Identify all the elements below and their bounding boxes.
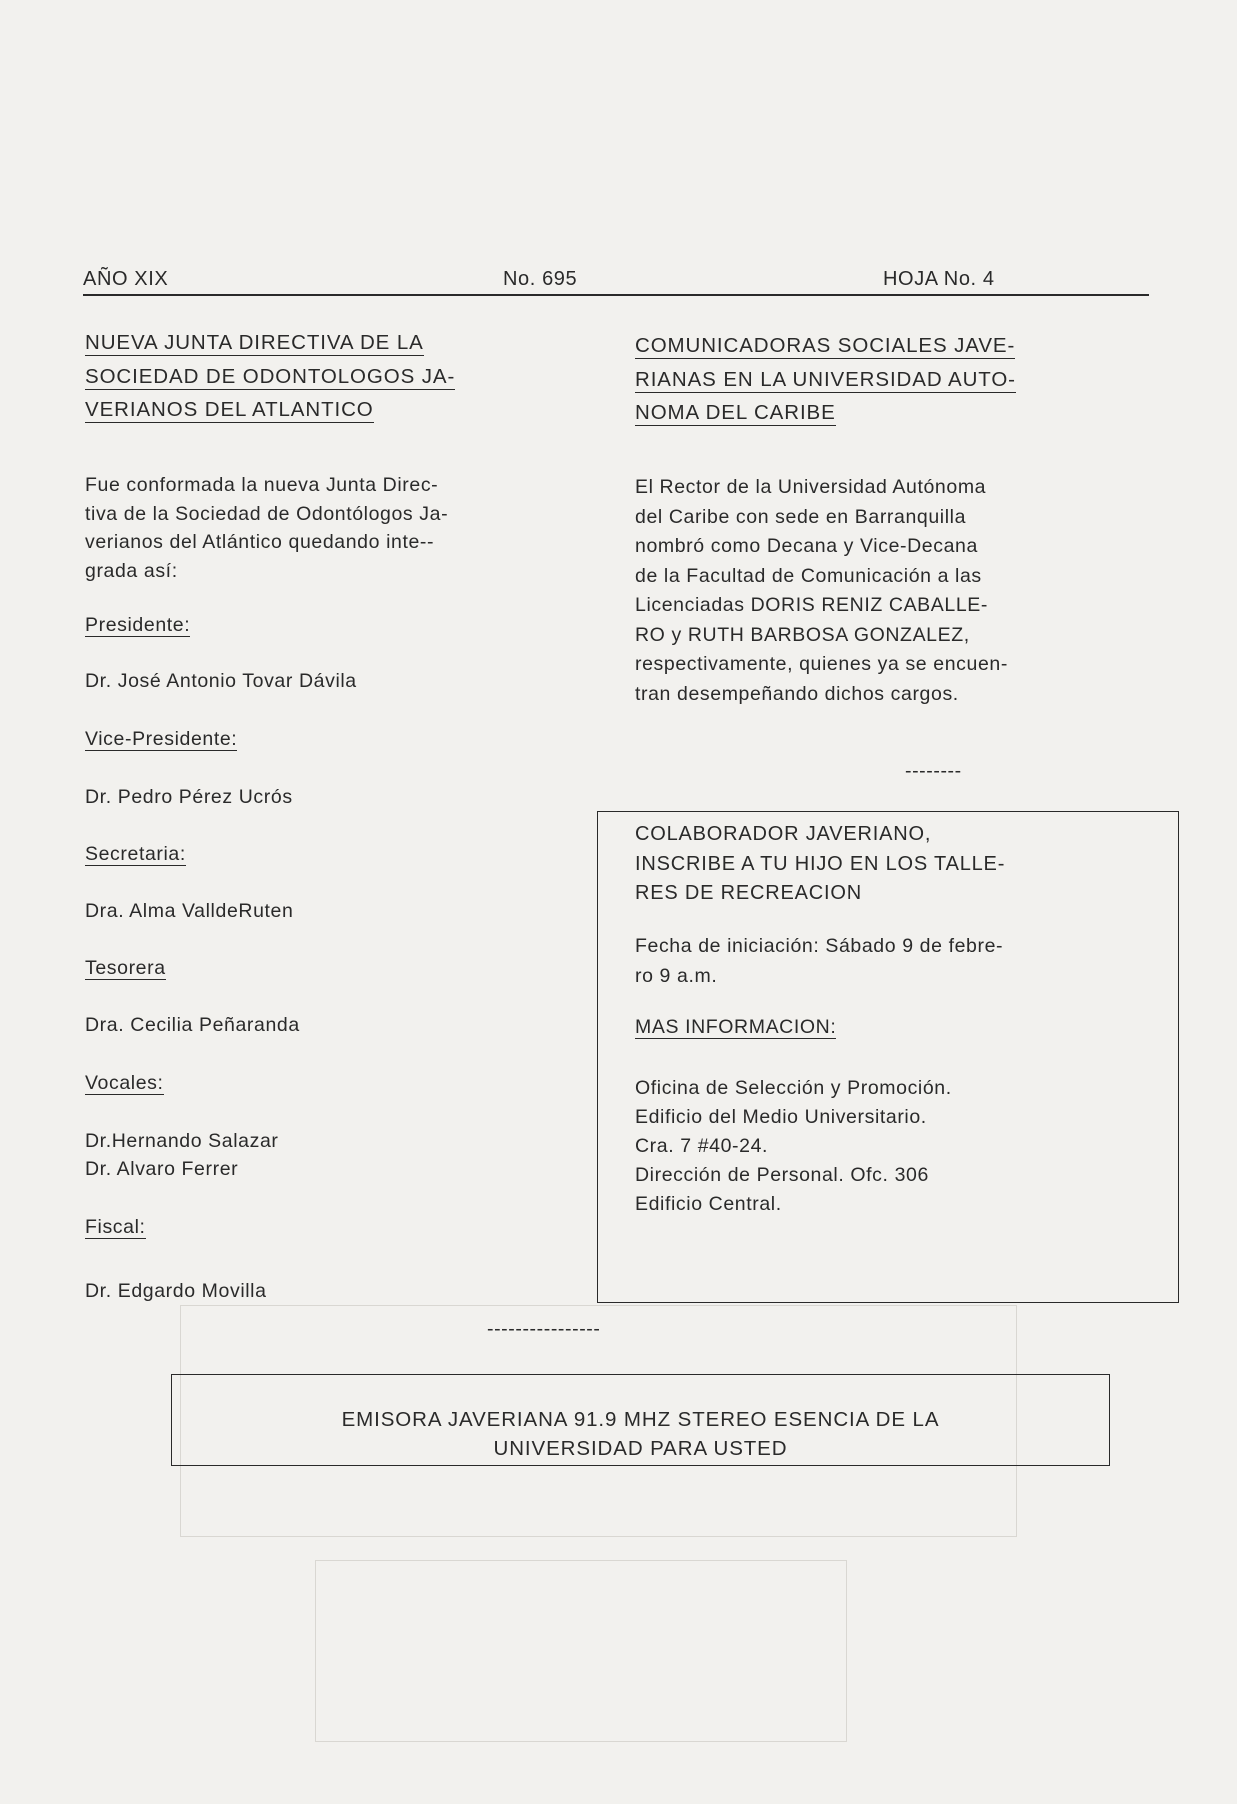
treasurer-label: Tesorera	[85, 957, 166, 979]
body-line: de la Facultad de Comunicación a las	[635, 564, 982, 587]
notice-title-line: RES DE RECREACION	[635, 882, 862, 904]
left-article-title	[85, 328, 455, 429]
workshop-notice-box	[597, 811, 1179, 1303]
notice-start-date	[635, 932, 1003, 991]
radio-banner-text	[172, 1405, 1109, 1463]
contact-line: Oficina de Selección y Promoción.	[635, 1077, 952, 1099]
vocales-label: Vocales:	[85, 1072, 164, 1094]
show-through-box-2	[315, 1560, 847, 1742]
left-title-line: SOCIEDAD DE ODONTOLOGOS JA-	[85, 364, 456, 388]
right-article-title	[635, 331, 1016, 432]
header-year: AÑO XIX	[83, 268, 169, 290]
contact-line: Edificio Central.	[635, 1193, 782, 1215]
contact-line: Cra. 7 #40-24.	[635, 1135, 769, 1157]
vice-president-label: Vice-Presidente:	[85, 728, 238, 750]
treasurer-name: Dra. Cecilia Peñaranda	[85, 1014, 300, 1036]
left-title-line: NUEVA JUNTA DIRECTIVA DE LA	[85, 331, 424, 354]
intro-line: verianos del Atlántico quedando inte--	[85, 531, 435, 554]
right-article-separator: --------	[905, 760, 962, 782]
contact-line: Edificio del Medio Universitario.	[635, 1106, 927, 1128]
body-line: RO y RUTH BARBOSA GONZALEZ,	[635, 623, 970, 646]
left-title-line: VERIANOS DEL ATLANTICO	[85, 398, 374, 421]
notice-title	[635, 820, 1005, 909]
fiscal-label: Fiscal:	[85, 1216, 146, 1238]
notice-title-line: INSCRIBE A TU HIJO EN LOS TALLE-	[635, 852, 1006, 875]
secretary-label: Secretaria:	[85, 843, 186, 865]
radio-banner-box	[171, 1374, 1110, 1466]
vocal-name: Dr.Hernando Salazar	[85, 1130, 279, 1152]
body-line: El Rector de la Universidad Autónoma	[635, 476, 987, 498]
contact-line: Dirección de Personal. Ofc. 306	[635, 1164, 929, 1186]
body-line: Licenciadas DORIS RENIZ CABALLE-	[635, 594, 988, 616]
banner-line: EMISORA JAVERIANA 91.9 MHZ STEREO ESENCIA DE LA	[341, 1408, 940, 1431]
notice-title-line: COLABORADOR JAVERIANO,	[635, 823, 932, 845]
right-title-line: COMUNICADORAS SOCIALES JAVE-	[635, 334, 1016, 357]
intro-line: tiva de la Sociedad de Odontólogos Ja-	[85, 502, 449, 525]
body-line: del Caribe con sede en Barranquilla	[635, 505, 967, 528]
vocal-name: Dr. Alvaro Ferrer	[85, 1158, 239, 1180]
footer-separator: ----------------	[487, 1318, 601, 1340]
intro-line: grada así:	[85, 559, 178, 582]
body-line: nombró como Decana y Vice-Decana	[635, 535, 978, 557]
header-number: No. 695	[503, 268, 578, 290]
secretary-name: Dra. Alma ValldeRuten	[85, 900, 294, 922]
vice-president-name: Dr. Pedro Pérez Ucrós	[85, 786, 293, 808]
header-rule	[83, 294, 1149, 296]
right-title-line: NOMA DEL CARIBE	[635, 401, 836, 424]
right-article-body	[635, 473, 1008, 709]
notice-contact-info	[635, 1074, 952, 1219]
notice-date-line: Fecha de iniciación: Sábado 9 de febre-	[635, 935, 1004, 957]
more-info-label: MAS INFORMACION:	[635, 1016, 837, 1038]
fiscal-name: Dr. Edgardo Movilla	[85, 1280, 267, 1302]
notice-date-line: ro 9 a.m.	[635, 964, 718, 987]
body-line: tran desempeñando dichos cargos.	[635, 682, 959, 705]
header-sheet: HOJA No. 4	[883, 268, 995, 290]
president-name: Dr. José Antonio Tovar Dávila	[85, 670, 357, 692]
banner-line: UNIVERSIDAD PARA USTED	[493, 1437, 788, 1460]
left-article-intro	[85, 471, 448, 585]
intro-line: Fue conformada la nueva Junta Direc-	[85, 474, 439, 496]
body-line: respectivamente, quienes ya se encuen-	[635, 653, 1008, 675]
right-title-line: RIANAS EN LA UNIVERSIDAD AUTO-	[635, 367, 1016, 391]
president-label: Presidente:	[85, 614, 191, 636]
